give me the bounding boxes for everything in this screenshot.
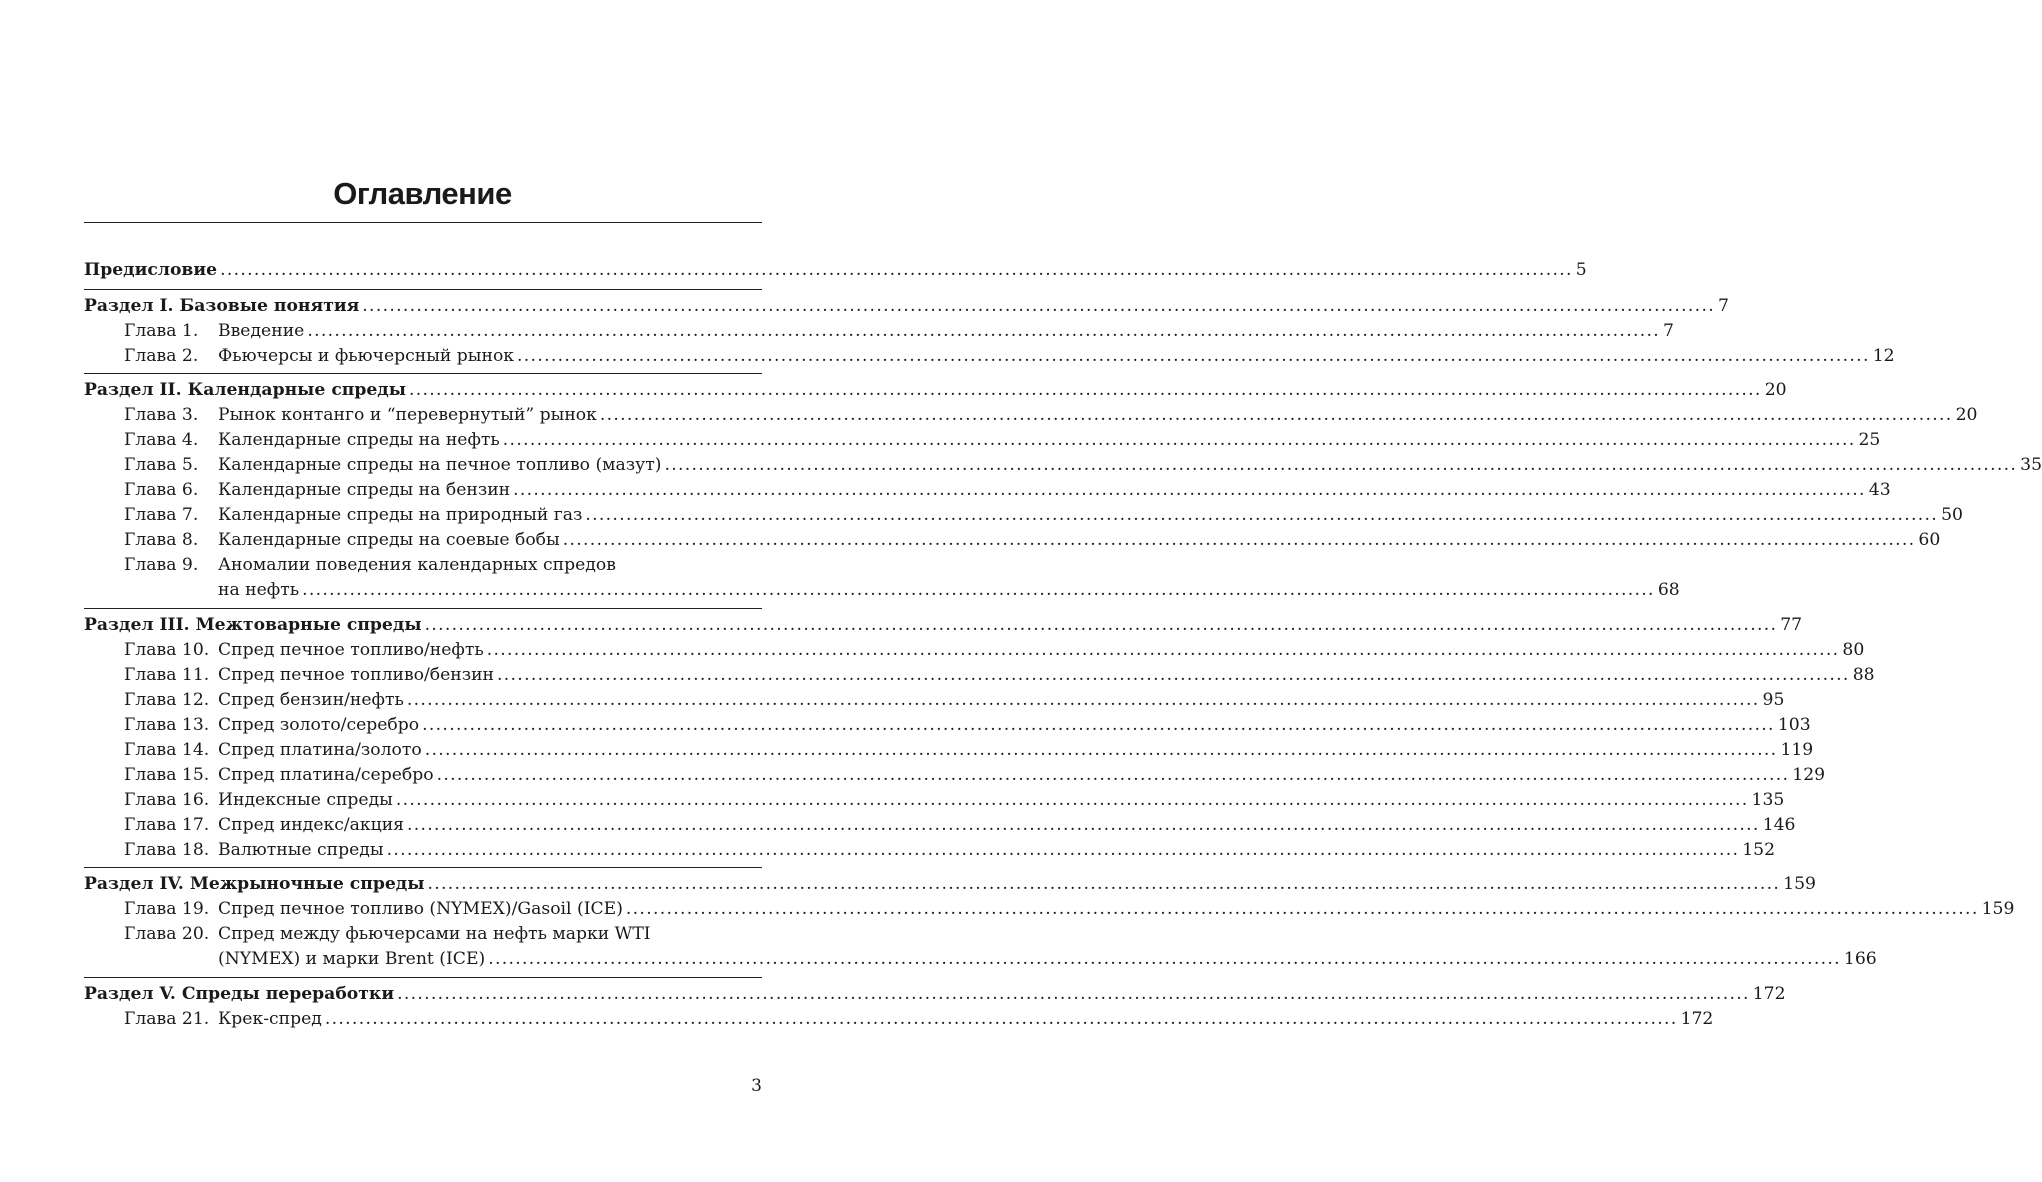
leader-dots: ........................................................................................................................................................................................................ xyxy=(486,640,1840,660)
leader-dots: ........................................................................................................................................................................................................ xyxy=(513,480,1866,500)
chapter-title: Спред золото/серебро xyxy=(218,715,420,735)
page-title: Оглавление xyxy=(333,176,512,211)
leader-dots: ........................................................................................................................................................................................................ xyxy=(664,455,2018,475)
leader-dots: ........................................................................................................................................................................................................ xyxy=(436,765,1790,785)
leader-dots: ........................................................................................................................................................................................................ xyxy=(488,949,1841,969)
toc-chapter-entry[interactable] xyxy=(84,763,1826,788)
page-ref: 77 xyxy=(1780,615,1803,635)
page-ref: 20 xyxy=(1955,405,1978,425)
chapter-title: Спред бензин/нефть xyxy=(218,690,404,710)
toc-section-entry[interactable] xyxy=(84,378,1787,403)
chapter-title: Спред печное топливо/нефть xyxy=(218,640,484,660)
chapter-title: Календарные спреды на бензин xyxy=(218,480,511,500)
chapter-number: Глава 11. xyxy=(124,665,210,685)
page-ref: 7 xyxy=(1663,321,1674,341)
chapter-number: Глава 12. xyxy=(124,690,210,710)
chapter-title: Календарные спреды на природный газ xyxy=(218,505,583,525)
toc-chapter-entry[interactable] xyxy=(84,553,762,578)
page-ref: 159 xyxy=(1783,874,1816,894)
leader-dots: ........................................................................................................................................................................................................ xyxy=(362,296,1715,316)
leader-dots: ........................................................................................................................................................................................................ xyxy=(302,580,1655,600)
chapter-number: Глава 9. xyxy=(124,555,199,575)
chapter-number: Глава 17. xyxy=(124,815,210,835)
page-ref: 35 xyxy=(2020,455,2042,475)
chapter-number: Глава 5. xyxy=(124,455,199,475)
page-ref: 95 xyxy=(1762,690,1785,710)
leader-dots: ........................................................................................................................................................................................................ xyxy=(585,505,1939,525)
page-ref: 80 xyxy=(1842,640,1865,660)
leader-dots: ........................................................................................................................................................................................................ xyxy=(386,840,1740,860)
leader-dots: ........................................................................................................................................................................................................ xyxy=(409,380,1762,400)
page-ref: 7 xyxy=(1717,296,1729,316)
section-title: Раздел V. Спреды переработки xyxy=(84,984,395,1004)
chapter-number: Глава 18. xyxy=(124,840,210,860)
page-ref: 60 xyxy=(1918,530,1941,550)
chapter-number: Глава 13. xyxy=(124,715,210,735)
section-title: Раздел I. Базовые понятия xyxy=(84,296,360,316)
page-ref: 88 xyxy=(1852,665,1875,685)
leader-dots: ........................................................................................................................................................................................................ xyxy=(497,665,1850,685)
section-divider xyxy=(84,867,762,868)
leader-dots: ........................................................................................................................................................................................................ xyxy=(220,260,1573,280)
chapter-number: Глава 4. xyxy=(124,430,199,450)
leader-dots: ........................................................................................................................................................................................................ xyxy=(517,346,1870,366)
toc-chapter-entry[interactable] xyxy=(84,1007,1714,1032)
page-ref: 25 xyxy=(1858,430,1881,450)
chapter-title: Календарные спреды на печное топливо (мазут) xyxy=(218,455,662,475)
chapter-number: Глава 8. xyxy=(124,530,199,550)
toc-chapter-entry[interactable] xyxy=(84,403,1978,428)
toc-chapter-continuation[interactable] xyxy=(84,947,1877,972)
chapter-number: Глава 7. xyxy=(124,505,199,525)
page-number: 3 xyxy=(751,1076,762,1096)
section-divider xyxy=(84,977,762,978)
section-divider xyxy=(84,289,762,290)
chapter-number: Глава 21. xyxy=(124,1009,210,1029)
leader-dots: ........................................................................................................................................................................................................ xyxy=(395,790,1749,810)
section-title: Раздел III. Межтоварные спреды xyxy=(84,615,422,635)
toc-chapter-entry[interactable] xyxy=(84,922,762,947)
leader-dots: ........................................................................................................................................................................................................ xyxy=(424,615,1778,635)
toc-chapter-entry[interactable] xyxy=(84,638,1865,663)
toc-chapter-entry[interactable] xyxy=(84,453,2042,478)
title-underline xyxy=(84,222,762,223)
chapter-number: Глава 10. xyxy=(124,640,210,660)
chapter-number: Глава 19. xyxy=(124,899,210,919)
chapter-number: Глава 6. xyxy=(124,480,199,500)
page-ref: 152 xyxy=(1742,840,1776,860)
toc-section-entry[interactable] xyxy=(84,872,1816,897)
page-ref: 172 xyxy=(1752,984,1786,1004)
chapter-number: Глава 15. xyxy=(124,765,210,785)
chapter-number: Глава 2. xyxy=(124,346,199,366)
chapter-title: Крек-спред xyxy=(218,1009,322,1029)
leader-dots: ........................................................................................................................................................................................................ xyxy=(324,1009,1678,1029)
chapter-title: Спред индекс/акция xyxy=(218,815,404,835)
chapter-number: Глава 3. xyxy=(124,405,199,425)
toc-chapter-entry[interactable] xyxy=(84,478,1891,503)
toc-chapter-entry[interactable] xyxy=(84,788,1785,813)
section-title: Раздел IV. Межрыночные спреды xyxy=(84,874,425,894)
page-ref: 129 xyxy=(1792,765,1826,785)
chapter-title-continued: (NYMEX) и марки Brent (ICE) xyxy=(218,949,486,969)
leader-dots: ........................................................................................................................................................................................................ xyxy=(422,715,1775,735)
chapter-title: Валютные спреды xyxy=(218,840,384,860)
toc-chapter-entry[interactable] xyxy=(84,897,2015,922)
leader-dots: ........................................................................................................................................................................................................ xyxy=(406,690,1760,710)
toc-section-entry[interactable] xyxy=(84,294,1729,319)
page-ref: 146 xyxy=(1762,815,1796,835)
chapter-number: Глава 1. xyxy=(124,321,199,341)
toc-chapter-entry[interactable] xyxy=(84,838,1776,863)
toc-chapter-entry[interactable] xyxy=(84,528,1941,553)
leader-dots: ........................................................................................................................................................................................................ xyxy=(502,430,1856,450)
chapter-title: Спред платина/серебро xyxy=(218,765,434,785)
chapter-title: Фьючерсы и фьючерсный рынок xyxy=(218,346,515,366)
toc-chapter-entry[interactable] xyxy=(84,344,1895,369)
leader-dots: ........................................................................................................................................................................................................ xyxy=(424,740,1778,760)
leader-dots: ........................................................................................................................................................................................................ xyxy=(599,405,1953,425)
chapter-number: Глава 14. xyxy=(124,740,210,760)
chapter-title: Индексные спреды xyxy=(218,790,393,810)
chapter-title: Спред платина/золото xyxy=(218,740,422,760)
page-ref: 12 xyxy=(1872,346,1895,366)
page-ref: 5 xyxy=(1575,260,1587,280)
chapter-title: Аномалии поведения календарных спредов xyxy=(218,555,616,575)
page-ref: 43 xyxy=(1868,480,1891,500)
toc-chapter-entry[interactable] xyxy=(84,713,1811,738)
chapter-number: Глава 16. xyxy=(124,790,210,810)
leader-dots: ........................................................................................................................................................................................................ xyxy=(307,321,1661,341)
chapter-title: Спред между фьючерсами на нефть марки WTI xyxy=(218,924,651,944)
chapter-title-continued: на нефть xyxy=(218,580,300,600)
toc-chapter-entry[interactable] xyxy=(84,503,1963,528)
toc-chapter-entry[interactable] xyxy=(84,663,1875,688)
page-ref: 135 xyxy=(1751,790,1785,810)
leader-dots: ........................................................................................................................................................................................................ xyxy=(397,984,1750,1004)
page-ref: 172 xyxy=(1680,1009,1714,1029)
toc-chapter-entry[interactable] xyxy=(84,428,1881,453)
toc-chapter-entry[interactable] xyxy=(84,688,1785,713)
page-ref: 20 xyxy=(1764,380,1787,400)
section-divider xyxy=(84,373,762,374)
leader-dots: ........................................................................................................................................................................................................ xyxy=(562,530,1916,550)
chapter-title: Спред печное топливо (NYMEX)/Gasoil (ICE) xyxy=(218,899,623,919)
page-ref: 119 xyxy=(1780,740,1814,760)
toc-chapter-continuation[interactable] xyxy=(84,578,1680,603)
page-ref: 50 xyxy=(1941,505,1963,525)
chapter-title: Календарные спреды на нефть xyxy=(218,430,500,450)
leader-dots: ........................................................................................................................................................................................................ xyxy=(427,874,1781,894)
chapter-title: Введение xyxy=(218,321,305,341)
toc-section-entry[interactable] xyxy=(84,258,1587,283)
toc-chapter-entry[interactable] xyxy=(84,813,1796,838)
page-ref: 68 xyxy=(1657,580,1680,600)
leader-dots: ........................................................................................................................................................................................................ xyxy=(625,899,1979,919)
page-ref: 166 xyxy=(1843,949,1877,969)
chapter-title: Спред печное топливо/бензин xyxy=(218,665,495,685)
section-title: Раздел II. Календарные спреды xyxy=(84,380,406,400)
page-ref: 159 xyxy=(1981,899,2015,919)
toc-section-entry[interactable] xyxy=(84,613,1803,638)
toc-chapter-entry[interactable] xyxy=(84,738,1814,763)
section-divider xyxy=(84,608,762,609)
toc-chapter-entry[interactable] xyxy=(84,319,1674,344)
section-title: Предисловие xyxy=(84,260,218,280)
chapter-title: Календарные спреды на соевые бобы xyxy=(218,530,560,550)
page-ref: 103 xyxy=(1777,715,1811,735)
toc-section-entry[interactable] xyxy=(84,982,1786,1007)
chapter-title: Рынок контанго и “перевернутый” рынок xyxy=(218,405,597,425)
leader-dots: ........................................................................................................................................................................................................ xyxy=(407,815,1760,835)
chapter-number: Глава 20. xyxy=(124,924,210,944)
